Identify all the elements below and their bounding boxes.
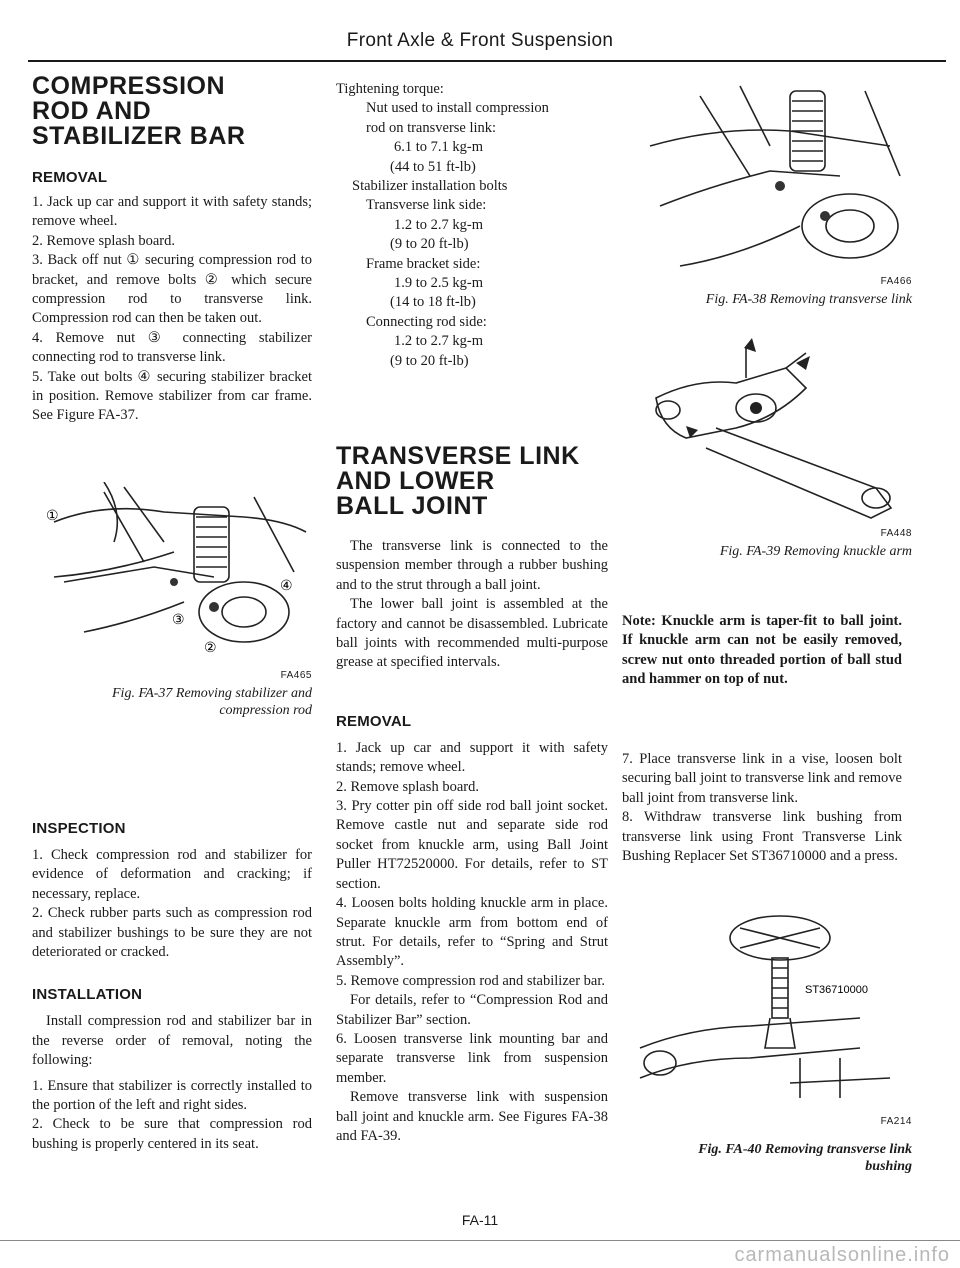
removal-step: 6. Loosen transverse link mounting bar and separate transverse link from suspension member. [336, 1030, 608, 1086]
torque-line: Nut used to install compression [366, 100, 549, 117]
figure-caption: Fig. FA-37 Removing stabilizer and [112, 686, 312, 702]
figure-caption: bushing [865, 1159, 912, 1175]
section-title-line: TRANSVERSE LINK [336, 442, 580, 470]
figure-caption: Fig. FA-40 Removing transverse link [698, 1142, 912, 1158]
installation-step: 2. Check to be sure that compression rod bushing is properly centered in its seat. [32, 1116, 312, 1152]
installation-intro: Install compression rod and stabilizer bar in the reverse order of removal, noting the following: [32, 1013, 312, 1069]
removal-heading: REMOVAL [336, 712, 412, 730]
installation-heading: INSTALLATION [32, 986, 143, 1004]
section-title-line: BALL JOINT [336, 492, 488, 520]
footer-rule [0, 1240, 960, 1241]
removal-step: 4. Remove nut ③ connecting stabilizer connecting rod to transverse link. [32, 329, 312, 366]
torque-list [336, 99, 596, 371]
removal-heading: REMOVAL [32, 169, 108, 186]
page-number: FA-11 [461, 1212, 499, 1228]
fig40-caption-block [622, 1112, 912, 1175]
inspection-heading: INSPECTION [32, 820, 126, 837]
callout-1: ① [46, 507, 59, 523]
torque-line: 6.1 to 7.1 kg-m [394, 139, 484, 156]
note-text: Note: Knuckle arm is taper-fit to ball joint. If knuckle arm can not be easily removed, screw nut onto threaded portion of ball stud and hammer on top of nut. [622, 613, 902, 688]
page-header: Front Axle & Front Suspension [346, 30, 614, 51]
figure-fa39 [646, 338, 908, 528]
intro-paragraph: The lower ball joint is assembled at the factory and cannot be disassembled. Lubricate ball joints with recommended multi-purpose grease at specified intervals. [336, 596, 608, 671]
section-title-line: COMPRESSION [32, 72, 226, 100]
steps-block [622, 750, 902, 866]
torque-line: (14 to 18 ft-lb) [390, 294, 476, 311]
section-title-line: AND LOWER [336, 467, 495, 495]
torque-line: (9 to 20 ft-lb) [390, 236, 469, 253]
removal-step: 2. Remove splash board. [336, 778, 479, 795]
note-block [622, 612, 902, 690]
torque-line: 1.2 to 2.7 kg-m [394, 333, 484, 350]
column-1 [32, 74, 312, 426]
removal-note: Remove transverse link with suspension ball joint and knuckle arm. See Figures FA-38 and FA-39. [336, 1089, 608, 1144]
figure-fa38 [640, 76, 912, 276]
torque-line: (9 to 20 ft-lb) [390, 352, 469, 369]
removal-step: 3. Back off nut ① securing compression rod to bracket, and remove bolts ② which secure compression rod to transverse link. Compression rod can then be taken out. [32, 252, 312, 327]
watermark: carmanualsonline.info [734, 1244, 950, 1266]
figure-code: FA466 [880, 276, 912, 287]
fig38-caption-block [622, 272, 912, 308]
figure-code: FA448 [880, 528, 912, 539]
removal-step: 1. Jack up car and support it with safety stands; remove wheel. [336, 739, 608, 776]
removal-step: 7. Place transverse link in a vise, loosen bolt securing ball joint to transverse link and remove ball joint from transverse link. [622, 751, 902, 806]
removal-note: For details, refer to “Compression Rod and Stabilizer Bar” section. [336, 992, 608, 1028]
transverse-link-section [336, 444, 608, 1146]
torque-line: 1.9 to 2.5 kg-m [394, 275, 484, 292]
torque-line: Frame bracket side: [366, 255, 481, 272]
inspection-step: 2. Check rubber parts such as compression rod and stabilizer bushings to be sure they are not deteriorated or cracked. [32, 905, 312, 961]
torque-line: Connecting rod side: [366, 313, 487, 330]
figure-caption: compression rod [219, 703, 312, 719]
figure-code: FA465 [280, 670, 312, 681]
bushing-replacer-illustration [630, 908, 912, 1108]
removal-step: 4. Loosen bolts holding knuckle arm in place. Separate knuckle arm from bottom end of strut. For details, refer to “Spring and Strut Assembly”. [336, 895, 608, 970]
figure-fa40 [630, 908, 912, 1108]
inspection-block [32, 820, 312, 1154]
torque-heading: Tightening torque: [336, 81, 444, 97]
suspension-illustration [44, 482, 314, 657]
transverse-link-illustration [640, 76, 912, 276]
column-2 [336, 80, 608, 371]
section-title-line: STABILIZER BAR [32, 122, 246, 150]
tool-label: ST36710000 [805, 984, 868, 996]
removal-step: 5. Take out bolts ④ securing stabilizer bracket in position. Remove stabilizer from car frame. See Figure FA-37. [32, 368, 312, 424]
figure-fa37 [44, 482, 314, 657]
figure-code: FA214 [880, 1116, 912, 1127]
figure-caption: Fig. FA-38 Removing transverse link [705, 292, 912, 308]
section-title-line: ROD AND [32, 97, 152, 125]
intro-paragraph: The transverse link is connected to the suspension member through a rubber bushing and to the strut through a ball joint. [336, 538, 608, 593]
callout-3: ③ [172, 611, 185, 627]
removal-step: 2. Remove splash board. [32, 232, 175, 249]
torque-line: 1.2 to 2.7 kg-m [394, 216, 484, 233]
callout-2: ② [204, 639, 217, 655]
removal-step: 8. Withdraw transverse link bushing from transverse link using Front Transverse Link Bushing Replacer Set ST36710000 and a press. [622, 809, 902, 865]
torque-line: rod on transverse link: [366, 119, 497, 136]
installation-step: 1. Ensure that stabilizer is correctly installed to the portion of the left and right sides. [32, 1077, 312, 1114]
knuckle-arm-illustration [646, 338, 908, 528]
header-rule [28, 60, 946, 62]
removal-step: 1. Jack up car and support it with safety stands; remove wheel. [32, 194, 312, 230]
callout-4: ④ [280, 577, 293, 593]
removal-step: 3. Pry cotter pin off side rod ball joint socket. Remove castle nut and separate side rod socket from knuckle arm, using Ball Joint Puller HT72520000. For details, refer to ST section. [336, 798, 608, 892]
torque-line: Stabilizer installation bolts [352, 178, 508, 195]
figure-caption: Fig. FA-39 Removing knuckle arm [719, 544, 912, 560]
removal-step: 5. Remove compression rod and stabilizer bar. [336, 972, 605, 989]
torque-line: Transverse link side: [366, 197, 487, 214]
fig39-caption-block [622, 524, 912, 560]
torque-line: (44 to 51 ft-lb) [390, 158, 476, 175]
inspection-step: 1. Check compression rod and stabilizer for evidence of deformation and cracking; if necessary, replace. [32, 847, 312, 902]
fig37-caption-block [32, 666, 312, 719]
